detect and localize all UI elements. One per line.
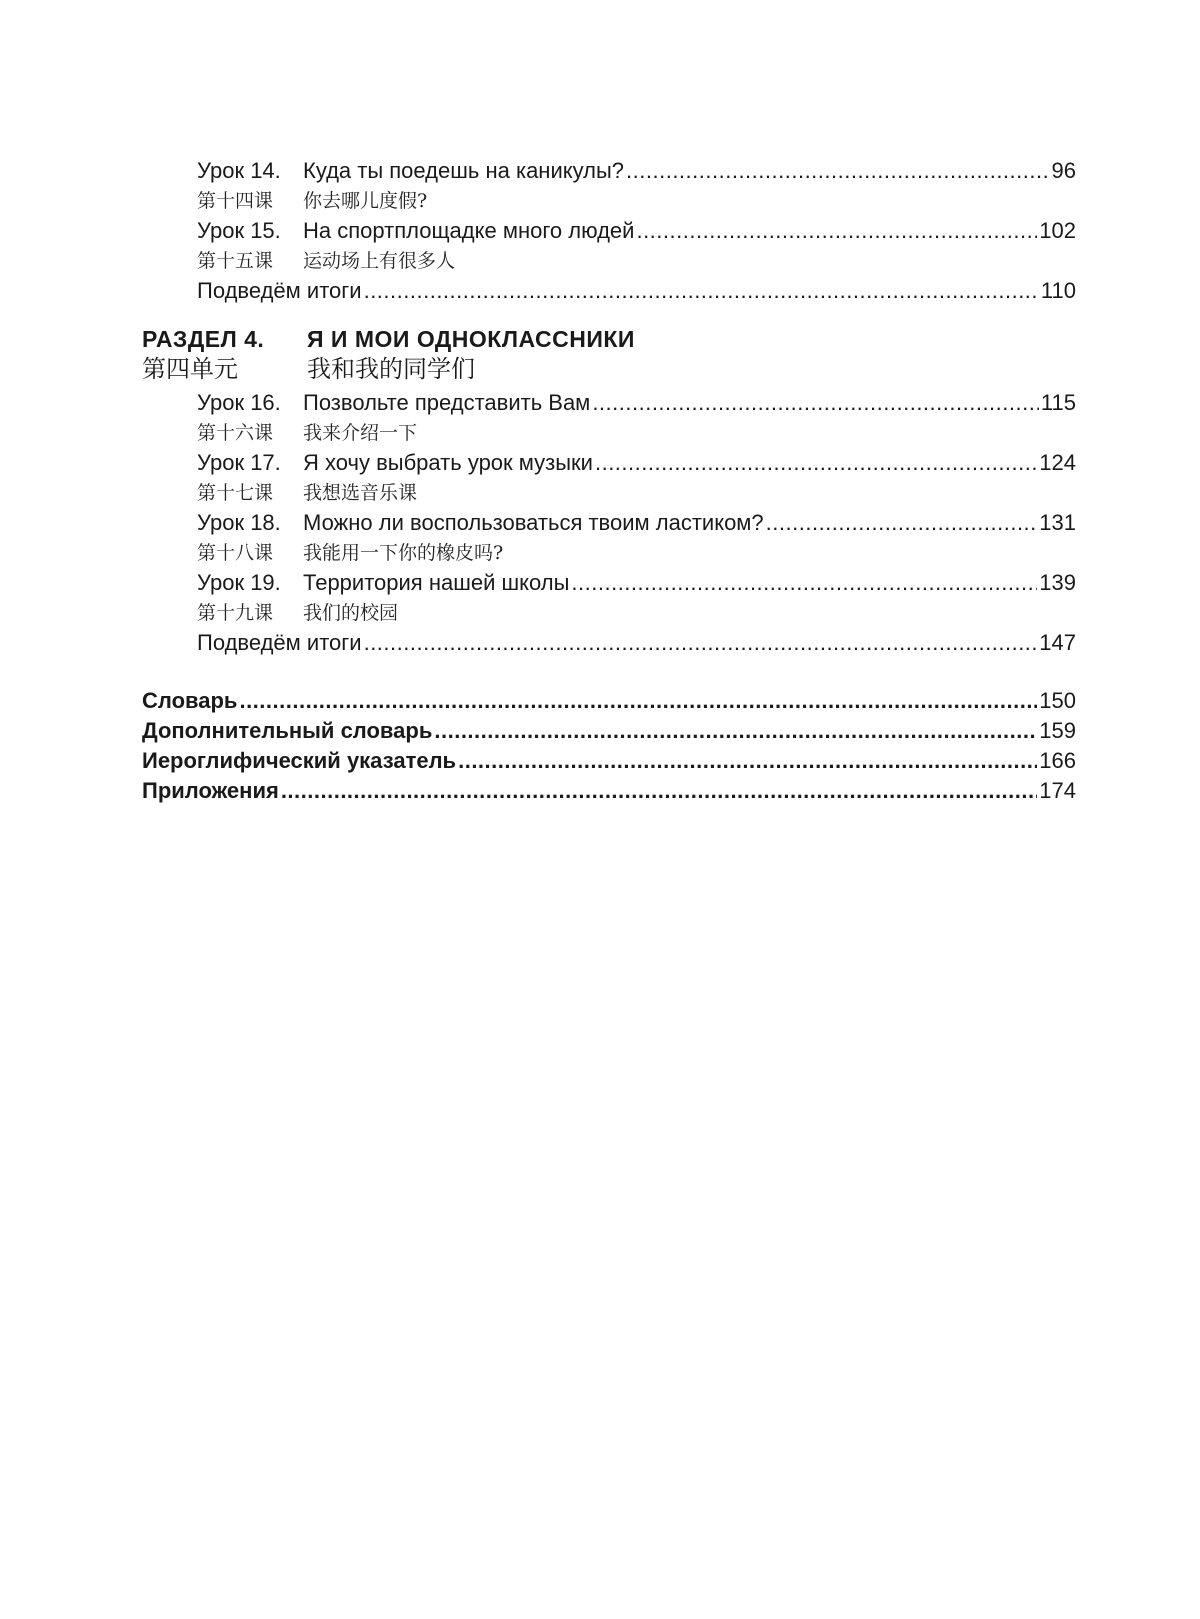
toc-entry-character-index[interactable]	[142, 746, 1076, 776]
section-chinese-title: 我和我的同学们	[307, 355, 475, 383]
toc-entry-lesson-18[interactable]	[142, 508, 1076, 538]
lesson-title: Я хочу выбрать урок музыки	[303, 450, 593, 475]
lesson-chinese-text: 运动场上有很多人	[303, 250, 456, 272]
dot-leader	[458, 746, 1037, 776]
lesson-title: Позвольте представить Вам	[303, 390, 591, 415]
lesson-chinese-title	[142, 246, 1076, 276]
lesson-chinese-number: 第十四课	[197, 190, 274, 212]
page-number: 110	[1040, 278, 1076, 303]
dot-leader	[595, 448, 1037, 478]
summary-title: Подведём итоги	[197, 278, 362, 303]
toc-entry-lesson-15[interactable]	[142, 216, 1076, 246]
backmatter-list	[142, 686, 1076, 806]
toc-entry-label	[197, 156, 624, 186]
toc-entry-summary[interactable]	[142, 628, 1076, 658]
section-chinese-heading	[142, 354, 1076, 388]
lesson-chinese-text: 我们的校园	[303, 602, 399, 624]
dot-leader	[636, 216, 1037, 246]
lesson-chinese-number: 第十七课	[197, 482, 274, 504]
page-number: 96	[1051, 158, 1076, 183]
lesson-chinese-title	[142, 186, 1076, 216]
lesson-chinese-text: 我想选音乐课	[303, 482, 418, 504]
section-heading	[142, 324, 1076, 354]
toc-entry-label	[197, 216, 634, 246]
page-number: 124	[1039, 450, 1076, 475]
table-of-contents	[142, 156, 1076, 806]
lesson-title: На спортплощадке много людей	[303, 218, 635, 243]
backmatter-title: Иероглифический указатель	[142, 748, 457, 773]
lesson-chinese-number: 第十五课	[197, 250, 274, 272]
section-number: РАЗДЕЛ 4.	[142, 326, 265, 352]
lesson-chinese-text: 我来介绍一下	[303, 422, 418, 444]
toc-entry-appendices[interactable]	[142, 776, 1076, 806]
lesson-chinese-title	[142, 598, 1076, 628]
dot-leader	[766, 508, 1038, 538]
toc-entry-lesson-14[interactable]	[142, 156, 1076, 186]
lesson-number: Урок 18.	[197, 510, 281, 535]
page-number: 102	[1039, 218, 1076, 243]
lesson-chinese-number: 第十八课	[197, 542, 274, 564]
dot-leader	[364, 628, 1038, 658]
lesson-chinese-title	[142, 418, 1076, 448]
lesson-number: Урок 19.	[197, 570, 281, 595]
lesson-number: Урок 17.	[197, 450, 281, 475]
page-number: 115	[1040, 390, 1076, 415]
toc-entry-lesson-19[interactable]	[142, 568, 1076, 598]
toc-entry-lesson-17[interactable]	[142, 448, 1076, 478]
toc-entry-label	[197, 388, 590, 418]
backmatter-title: Дополнительный словарь	[142, 718, 433, 743]
lesson-chinese-title	[142, 538, 1076, 568]
toc-entry-additional-dictionary[interactable]	[142, 716, 1076, 746]
dot-leader	[239, 686, 1037, 716]
lesson-title: Можно ли воспользоваться твоим ластиком?	[303, 510, 764, 535]
page-number: 131	[1039, 510, 1076, 535]
backmatter-title: Приложения	[142, 778, 279, 803]
page-number: 150	[1039, 688, 1076, 713]
lesson-number: Урок 16.	[197, 390, 281, 415]
dot-leader	[571, 568, 1037, 598]
dot-leader	[364, 276, 1039, 306]
page-number: 174	[1039, 778, 1076, 803]
lesson-number: Урок 15.	[197, 218, 281, 243]
toc-entry-label	[197, 508, 764, 538]
lesson-chinese-text: 你去哪儿度假?	[303, 190, 428, 212]
backmatter-title: Словарь	[142, 688, 238, 713]
toc-entry-label	[197, 568, 569, 598]
lesson-number: Урок 14.	[197, 158, 281, 183]
lesson-title: Куда ты поедешь на каникулы?	[303, 158, 625, 183]
toc-entry-lesson-16[interactable]	[142, 388, 1076, 418]
toc-entry-summary[interactable]	[142, 276, 1076, 306]
summary-title: Подведём итоги	[197, 630, 362, 655]
lesson-chinese-number: 第十九课	[197, 602, 274, 624]
lesson-chinese-text: 我能用一下你的橡皮吗?	[303, 542, 504, 564]
section-chinese-number: 第四单元	[142, 355, 238, 383]
dot-leader	[434, 716, 1037, 746]
lesson-title: Территория нашей школы	[303, 570, 570, 595]
page-number: 139	[1039, 570, 1076, 595]
page-number: 147	[1039, 630, 1076, 655]
toc-entry-dictionary[interactable]	[142, 686, 1076, 716]
page-number: 159	[1039, 718, 1076, 743]
page-number: 166	[1039, 748, 1076, 773]
dot-leader	[281, 776, 1037, 806]
dot-leader	[626, 156, 1049, 186]
lesson-chinese-title	[142, 478, 1076, 508]
dot-leader	[592, 388, 1039, 418]
section-title: Я И МОИ ОДНОКЛАССНИКИ	[307, 326, 635, 352]
toc-entry-label	[197, 448, 593, 478]
lesson-chinese-number: 第十六课	[197, 422, 274, 444]
